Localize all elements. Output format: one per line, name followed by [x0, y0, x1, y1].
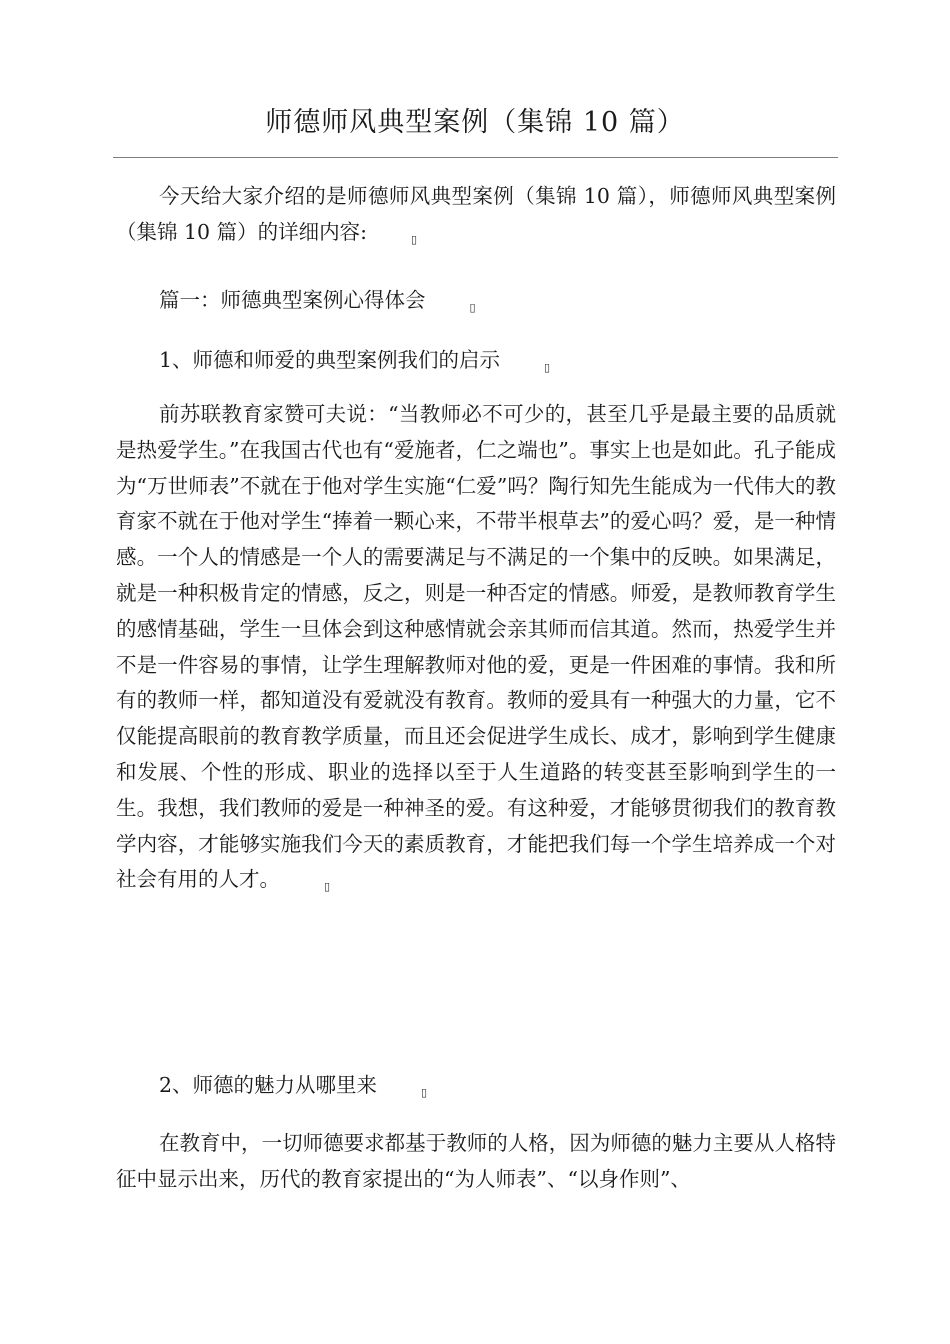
section-heading	[116, 283, 836, 319]
paragraph-text: 2、师德的魅力从哪里来	[159, 1073, 378, 1097]
intro-paragraph	[116, 179, 836, 251]
document-title: 师德师风典型案例（集锦 10 篇）	[265, 107, 685, 138]
body-paragraph-2	[116, 1126, 836, 1198]
title-divider	[113, 157, 838, 158]
paragraph-mark-icon: ▯	[324, 880, 331, 894]
subheading-1	[116, 343, 836, 379]
body-paragraph-1	[116, 397, 836, 898]
subheading-2	[116, 1068, 836, 1104]
paragraph-mark-icon: ▯	[544, 361, 551, 374]
paragraph-text: 1、师德和师爱的典型案例我们的启示	[159, 348, 501, 372]
paragraph-text: 今天给大家介绍的是师德师风典型案例（集锦 10 篇），师德师风典型案例（集锦 10 篇）的详细内容:	[116, 184, 836, 244]
paragraph-text: 篇一：师德典型案例心得体会	[159, 288, 426, 312]
paragraph-mark-icon: ▯	[411, 232, 418, 246]
paragraph-mark-icon: ▯	[469, 301, 476, 314]
paragraph-text: 前苏联教育家赞可夫说：“当教师必不可少的，甚至几乎是最主要的品质就是热爱学生。”在我国古代也有“爱施者，仁之端也”。事实上也是如此。孔子能成为“万世师表”不就在于他对学生实施“仁爱”吗？陶行知先生能成为一代伟大的教育家不就在于他对学生“捧着一颗心来，不带半根草去”的爱心吗？爱，是一种情感。一个人的情感是一个人的需要满足与不满足的一个集中的反映。如果满足，就是一种积极肯定的情感，反之，则是一种否定的情感。师爱，是教师教育学生的感情基础，学生一旦体会到这种感情就会亲其师而信其道。然而，热爱学生并不是一件容易的事情，让学生理解教师对他的爱，更是一件困难的事情。我和所有的教师一样，都知道没有爱就没有教育。教师的爱具有一种强大的力量，它不仅能提高眼前的教育教学质量，而且还会促进学生成长、成才，影响到学生健康和发展、个性的形成、职业的选择以至于人生道路的转变甚至影响到学生的一生。我想，我们教师的爱是一种神圣的爱。有这种爱，才能够贯彻我们的教育教学内容，才能够实施我们今天的素质教育，才能把我们每一个学生培养成一个对社会有用的人才。	[116, 402, 836, 892]
paragraph-text: 在教育中，一切师德要求都基于教师的人格，因为师德的魅力主要从人格特征中显示出来，历代的教育家提出的“为人师表”、“以身作则”、	[116, 1131, 836, 1191]
paragraph-mark-icon: ▯	[421, 1086, 428, 1099]
